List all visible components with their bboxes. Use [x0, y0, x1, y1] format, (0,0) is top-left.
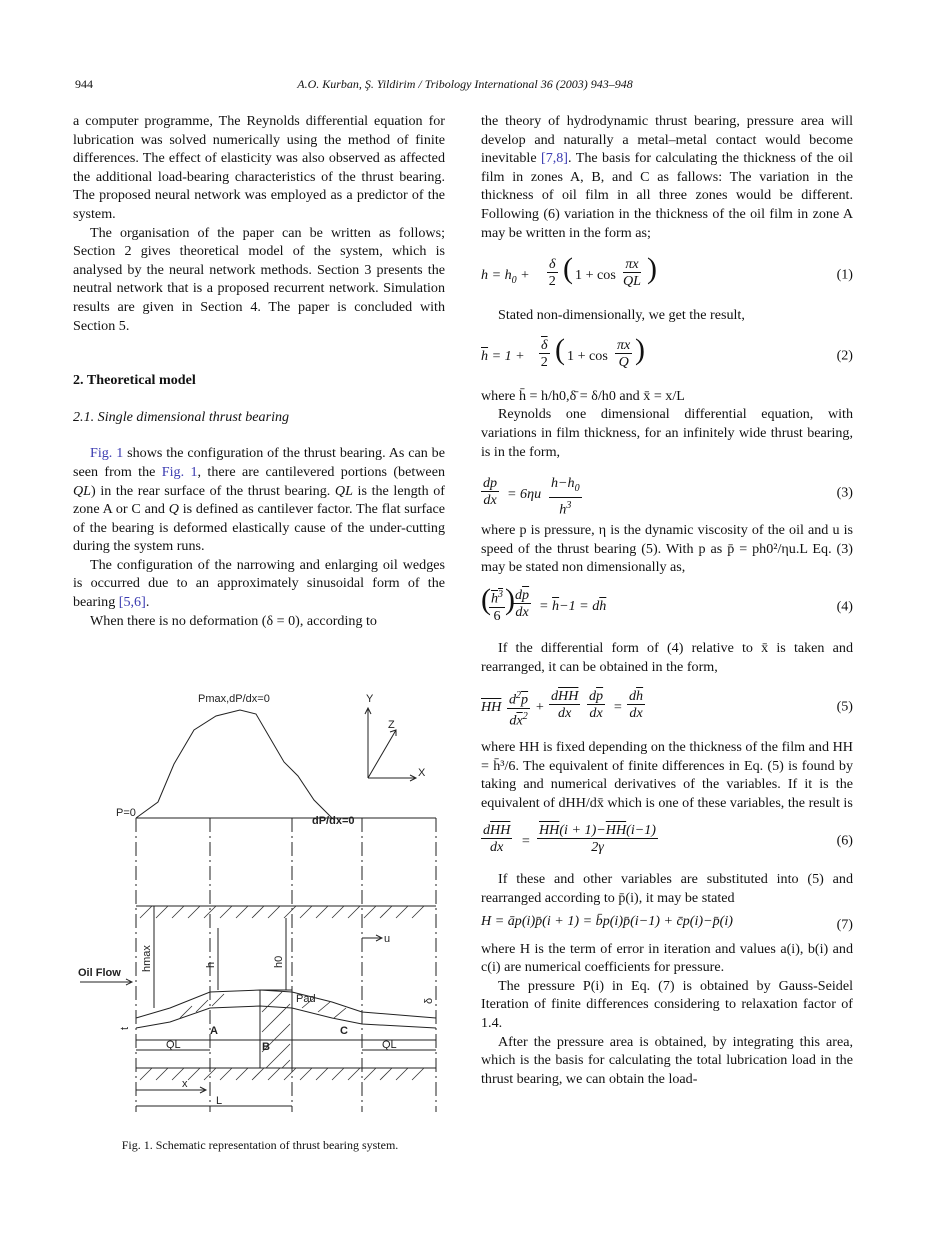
paragraph-where-2: where p is pressure, η is the dynamic viscosity of the oil and u is speed of the thrust bearing (5). With p as p̄ = ph0²/ηu.L Eq. (3) may be stated non dimensionally as, — [481, 522, 853, 576]
fig1-link[interactable]: Fig. 1 — [90, 445, 124, 462]
figure-1-diagram — [70, 672, 450, 1152]
label-zone-b: B — [262, 1041, 270, 1053]
left-column — [73, 112, 445, 630]
paragraph-oil-wedges: The configuration of the narrowing and enlarging oil wedges is occurred due to an approximately sinusoidal form of the bearing [5,6]. — [73, 556, 445, 611]
figure-1-caption: Fig. 1. Schematic representation of thrust bearing system. — [121, 1138, 399, 1152]
label-h: h — [205, 961, 217, 968]
label-x-axis: X — [418, 767, 426, 779]
ref-7-8-link[interactable]: [7,8] — [541, 150, 569, 167]
equation-3: $\frac{dp}{dx}$ = 6ηu $\frac{h-h_0}{h^3}$ (3) — [483, 475, 853, 518]
paragraph-substitution: If these and other variables are substituted into (5) and rearranged according to p̄(i), it may be stated — [481, 871, 853, 907]
paragraph-load: After the pressure area is obtained, by integrating this area, which is the basis for calculating the total lubrication load in the thrust bearing, we can obtain the load- — [481, 1033, 853, 1087]
paragraph-fig1-description: Fig. 1 shows the configuration of the thrust bearing. As can be seen from the Fig. 1, there are cantilevered portions (between QL) in the rear surface of the thrust bearing. QL is the length of zone A or C and Q is defined as cantilever factor. The flat surface of the bearing is deformed elastically cause of the under-cutting during the system runs. — [73, 445, 445, 555]
paragraph-organisation: The organisation of the paper can be written as follows; Section 2 gives theoretical model of the system, which is analysed by the neural network methods. Section 3 presents the neutral network that is a proposed recurrent network. Simulation results are given in Section 4. The paper is concluded with Section 5. — [73, 224, 445, 334]
label-ql-left: QL — [166, 1039, 181, 1051]
paragraph-error-term: where H is the term of error in iteration and values a(i), b(i) and c(i) are numerical coefficients for pressure. — [481, 940, 853, 976]
label-l: L — [216, 1095, 223, 1107]
label-z-axis: Z — [388, 719, 395, 731]
pad-profile — [136, 990, 436, 1018]
running-head: A.O. Kurban, Ş. Yildirim / Tribology International 36 (2003) 943–948 — [297, 77, 633, 91]
paragraph-gauss-seidel: The pressure P(i) in Eq. (7) is obtained by Gauss-Seidel Iteration of finite differences considering to relaxation factor of 1.4. — [481, 977, 853, 1032]
paragraph-intro-continued: a computer programme, The Reynolds differential equation for lubrication was solved numerically using the method of finite differences. The effect of elasticity was also observed as affected the additional load-bearing characteristics of the thrust bearing. The proposed neural network was employed as a predictor of the system. — [73, 113, 445, 222]
label-hmax: hmax — [141, 945, 153, 972]
label-pad: Pad — [296, 993, 316, 1005]
paragraph-differential-form: If the differential form of (4) relative to x̄ is taken and rearranged, it can be obtained in the form, — [481, 639, 853, 675]
fig1-link-2[interactable]: Fig. 1 — [161, 463, 198, 480]
ref-5-6-link[interactable]: [5,6] — [118, 594, 146, 611]
paragraph-no-deformation: When there is no deformation (δ = 0), according to — [90, 612, 377, 629]
label-h0: h0 — [273, 955, 285, 968]
paragraph-reynolds: Reynolds one dimensional differential equation, with variations in film thickness, for an infinitely wide thrust bearing, is in the form, — [481, 406, 853, 460]
label-zone-c: C — [340, 1025, 348, 1037]
paragraph-where-3: where HH is fixed depending on the thickness of the film and HH = h̄³/6. The equivalent of finite differences in Eq. (5) is found by taking and numerical derivatives of the variables. If it is the equivalent of dHH/dx̄ which is one of these variables, the result is — [481, 739, 853, 811]
label-zone-a: A — [210, 1025, 218, 1037]
label-p0: P=0 — [116, 807, 136, 819]
equation-2: $\overline{h} = 1$ + $\frac{\overline{\delta}}{2}$ ( 1 + cos $\frac{\pi x}{Q}$ ) (2) — [481, 332, 853, 370]
label-pmax: Pmax,dP/dx=0 — [198, 693, 270, 705]
section-title: 2. Theoretical model — [73, 372, 196, 389]
equation-1: $h = h_0$ + $\frac{\delta}{2}$ ( 1 + cos $\frac{\pi x}{QL}$ ) (1) — [481, 252, 853, 290]
subsection-title: 2.1. Single dimensional thrust bearing — [73, 408, 290, 425]
label-ql-right: QL — [382, 1039, 397, 1051]
right-column — [481, 112, 853, 1088]
label-x: x — [182, 1078, 188, 1090]
label-u: u — [384, 933, 391, 945]
label-y-axis: Y — [366, 693, 374, 705]
label-delta: δ — [423, 997, 435, 1004]
equation-6: $d\overline{HH}$ $d\overline{x}$ = $\frac{\overline{HH}(i + 1)-\overline{HH}(i-1)}{2\gamma}$ (6) — [483, 822, 853, 856]
page-number: 944 — [75, 77, 93, 91]
paragraph-hydrodynamic: the theory of hydrodynamic thrust bearing, pressure area will develop and naturally a metal–metal contact would become inevitable [7,8]. The basis for calculating the thickness of the oil film in zones A, B, and C as fallows: The variation in the thickness of oil film in all three zones would be different. Following (6) variation in the thickness of the oil film in zone A may be written in the form as; — [481, 113, 853, 241]
pressure-curve — [136, 710, 350, 818]
equation-5: $\overline{HH}$ $\frac{d^2\overline{p}}{d\overline{x}^2}$ + $d\overline{HH}$ $d\overline{x}$ $\frac{d\overline{p}}{d\overline{x}}$ = $\frac{d\overline{h}}{d\overline{x}}$ (5) — [481, 688, 853, 729]
equation-4: ( $\frac{h^3}{6}$ ) $\frac{d\overline{p}}{d\overline{x}}$ = $\overline{h}-1 = d\overline{h}$ (4) — [481, 582, 853, 624]
label-dp0: dP/dx=0 — [312, 815, 355, 827]
label-oil-flow: Oil Flow — [78, 967, 121, 979]
equation-7: H = āp(i)p̄(i + 1) = b̄p(i)p̄(i−1) + c̄p(i)−p̄(i) (7) — [481, 912, 853, 933]
paragraph-nondimensional: Stated non-dimensionally, we get the result, — [498, 307, 745, 324]
label-t: t — [119, 1026, 131, 1030]
paragraph-where-1: where h̄ = h/h0,δ̄ = δ/h0 and x̄ = x/L — [481, 387, 685, 404]
